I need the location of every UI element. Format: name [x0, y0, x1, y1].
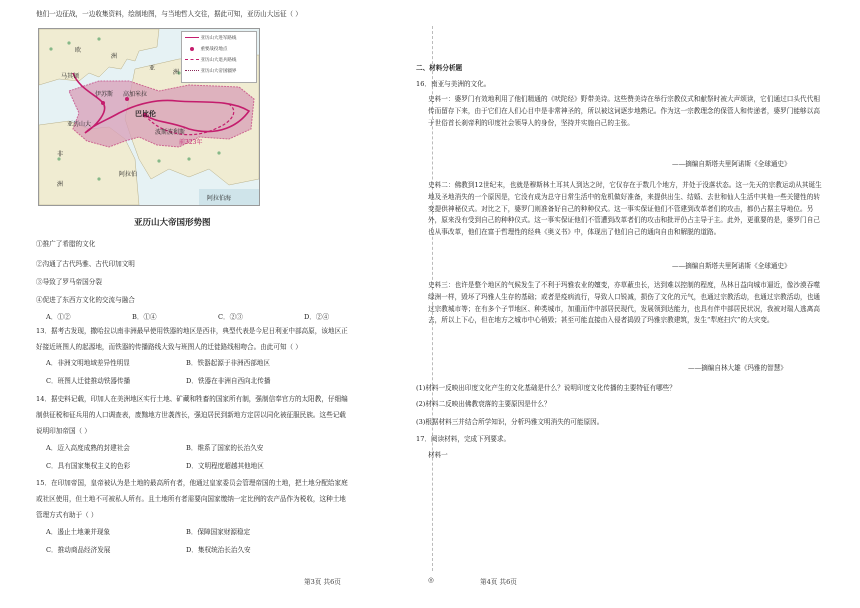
q15-stem: 或社区使用，但土地不可被私人所有。且土地所有者需要向国家缴纳一定比例的农产品作为税收，这种土地: [36, 495, 346, 503]
section-heading: 二、材料分析题: [416, 64, 463, 72]
map-label: 欧: [75, 47, 82, 54]
q12-choice-d[interactable]: D．②④: [304, 313, 330, 321]
legend-item: 重要战役地点: [200, 47, 228, 52]
legend-item: 亚历山大帝国疆界: [200, 69, 237, 74]
q14-choice-b[interactable]: B．维系了国家的长治久安: [186, 444, 264, 452]
material-2-source: ——摘编自斯塔夫里阿诺斯《全球通史》: [672, 262, 791, 270]
map-label: 洲: [173, 69, 180, 76]
q14-choice-d[interactable]: D．文明程度超越其他地区: [186, 462, 264, 470]
q15-choice-b[interactable]: B．保障国家财源稳定: [186, 528, 251, 536]
legend-item: 亚历山大进军路线: [200, 36, 237, 41]
q13-choice-b[interactable]: B．铁器起源于非洲西部地区: [186, 359, 270, 367]
q12-option: ③导致了罗马帝国分裂: [36, 278, 102, 286]
q12-choice-a[interactable]: A．①②: [46, 313, 71, 321]
map-label: 高加米拉: [123, 91, 148, 98]
q17-title: 17．阅读材料，完成下列要求。: [416, 435, 511, 443]
q16-sub-question: (3)根据材料三并结合所学知识，分析玛雅文明消失的可能原因。: [416, 418, 604, 426]
q12-option: ④促进了东西方文化的交流与融合: [36, 296, 135, 304]
page-number-right: 第4页 共6页: [480, 578, 517, 586]
q13-stem: 13．据考古发现，撒哈拉以南非洲最早使用铁器的地区是西非，典型代表是今尼日利亚中部高原，该地区正: [36, 327, 348, 335]
map-label: 洲: [111, 53, 118, 60]
material-1: 史料一：婆罗门有效地利用了他们精通的《吠陀经》野带美诗。这些赞美诗在举行宗教仪式和献祭时被大声颂读，它们通过口头代代相传而留存下来，由于它们在人们心目中是非常神圣的，所以被这词逐步地熟记。作为这一宗教理念的保管人和传递者，婆罗门能够以高于世俗首长刹帝利的印度社会领导人的身份，坚持并实施自己的主张。: [428, 95, 820, 127]
map-legend: [181, 31, 257, 83]
map-label: 前323年: [179, 139, 203, 146]
q16-sub-question: (2)材料二反映出佛教衰落的主要原因是什么？: [416, 400, 551, 408]
material-1-source: ——摘编自斯塔夫里阿诺斯《全球通史》: [672, 160, 791, 168]
map-label: 伊苏斯: [95, 91, 114, 98]
page-number-left: 第3页 共6页: [304, 578, 341, 586]
material-3-source: ——摘编自林大雄《玛雅的智慧》: [688, 364, 787, 372]
map-label: 亚: [149, 65, 156, 72]
center-mark-icon: ◎: [428, 576, 434, 584]
q14-stem: 制供征税和征兵用的人口调查表，废黜地方世袭酋长，强迫居民到新地方定居以同化被征服民族。这些记载: [36, 411, 346, 419]
map-label: 阿拉伯: [119, 171, 138, 178]
q12-choice-b[interactable]: B．①④: [132, 313, 157, 321]
q14-choice-a[interactable]: A．迈入高度成熟的封建社会: [46, 444, 130, 452]
q16-sub-question: (1)材料一反映出印度文化产生的文化基础是什么？说明印度文化传播的主要特征有哪些？: [416, 384, 676, 392]
q16-title: 16．南亚与美洲的文化。: [416, 80, 491, 88]
material-3: 史料三：也许是整个地区的气候发生了不利于玛雅农业的嬗变，亦草蔽虫长，达到难以控制的程度，丛林日益向城市逼近，像沙漠吞噬绿洲一样，毁坏了玛雅人生存的基础；或者是疫病流行，导致人口锐减，损伤了文化的元气，也通过宗教活动，也通过宗教活动，也通过宗教城市等；在有多个子节地区、种类城市，加重而伴中部居民现代，发展领到达能力，也具有伴中部居民状况，我被对瑞人逃离高去，所以上下心，但在地方之城市中心销毁；甚至可能直接由入侵者捣毁了玛雅宗教建筑，发生“犁庭扫穴”的大灾变。: [428, 281, 820, 325]
q13-stem: 好接近班图人的起源地，而铁器的传播路线大致与班图人的迁徙路线相吻合。由此可知（ ）: [36, 343, 302, 351]
map-label: 巴比伦: [135, 109, 156, 118]
map-label: 阿拉伯海: [207, 195, 232, 202]
q15-choice-d[interactable]: D．集权统治长治久安: [186, 546, 251, 554]
q13-choice-c[interactable]: C．班图人迁徙推动铁器传播: [46, 377, 131, 385]
q13-choice-d[interactable]: D．铁器在非洲自西向北传播: [186, 377, 271, 385]
q15-choice-a[interactable]: A．遏止土地兼并现象: [46, 528, 111, 536]
q15-stem: 15．在印加帝国，皇帝被认为是土地的最高所有者，他通过皇家委员会管理帝国的土地，把土地分配给家庭: [36, 479, 348, 487]
q14-stem: 14．据史料记载，印加人在美洲地区实行土地、矿藏和牲畜的国家所有制，强制信奉官方的太阳教，仔细编: [36, 395, 348, 403]
map-figure: [38, 28, 260, 206]
material-2: 史料二：佛教到12世纪末，也就是穆斯林土耳其人到达之时，它仅存在于数几个地方，并处于没落状态。这一先天的宗教运动从其诞生地及圣地消失的一个原因是，它没有成为总守日常生活中的危机做好准备，来提供出生、结婚、去世和仙人生活中其他一些关键性的转变提供神秘仪式。对比之下，婆罗门则准备好自己的种种仪式。这一事实保证他们不管建到改革者们的攻击，都仍占据主导地位。另外，原来没有受到自己的种种仪式。这一事实保证他们不管遭到改革者们的攻击和批评仍占主导于主。此外，更重要的是，婆罗门自己也从事改革，他们在富于哲理性的经典《奥义书》中，体现出了他们自己的通向自由和解脱的道路。: [428, 181, 822, 237]
legend-item: 亚历山大退兵路线: [200, 58, 237, 63]
q12-option: ①推广了希腊的文化: [36, 240, 96, 248]
question-12-intro: 他们一边征战，一边收集资料，绘制地图，与当地哲人交往，据此可知，亚历山大远征（ ）: [36, 10, 302, 18]
map-label: 波斯波利斯: [155, 129, 186, 136]
q14-choice-c[interactable]: C．具有国家集权主义的色彩: [46, 462, 131, 470]
map-label: 马其顿: [61, 73, 80, 80]
q12-choice-c[interactable]: C．②③: [218, 313, 243, 321]
map-label: 洲: [57, 181, 64, 188]
map-title: 亚历山大帝国形势图: [134, 218, 211, 228]
q13-choice-a[interactable]: A．非洲文明地域差异性明显: [46, 359, 130, 367]
q14-stem: 说明印加帝国（ ）: [36, 427, 91, 435]
map-label: 亚历山大: [67, 121, 92, 128]
q12-option: ②沟通了古代玛雅、古代印加文明: [36, 260, 135, 268]
q15-choice-c[interactable]: C．推动商品经济发展: [46, 546, 111, 554]
q15-stem: 管理方式有助于（ ）: [36, 511, 98, 519]
map-label: 非: [57, 151, 64, 158]
q17-material-label: 材料一: [428, 451, 448, 459]
